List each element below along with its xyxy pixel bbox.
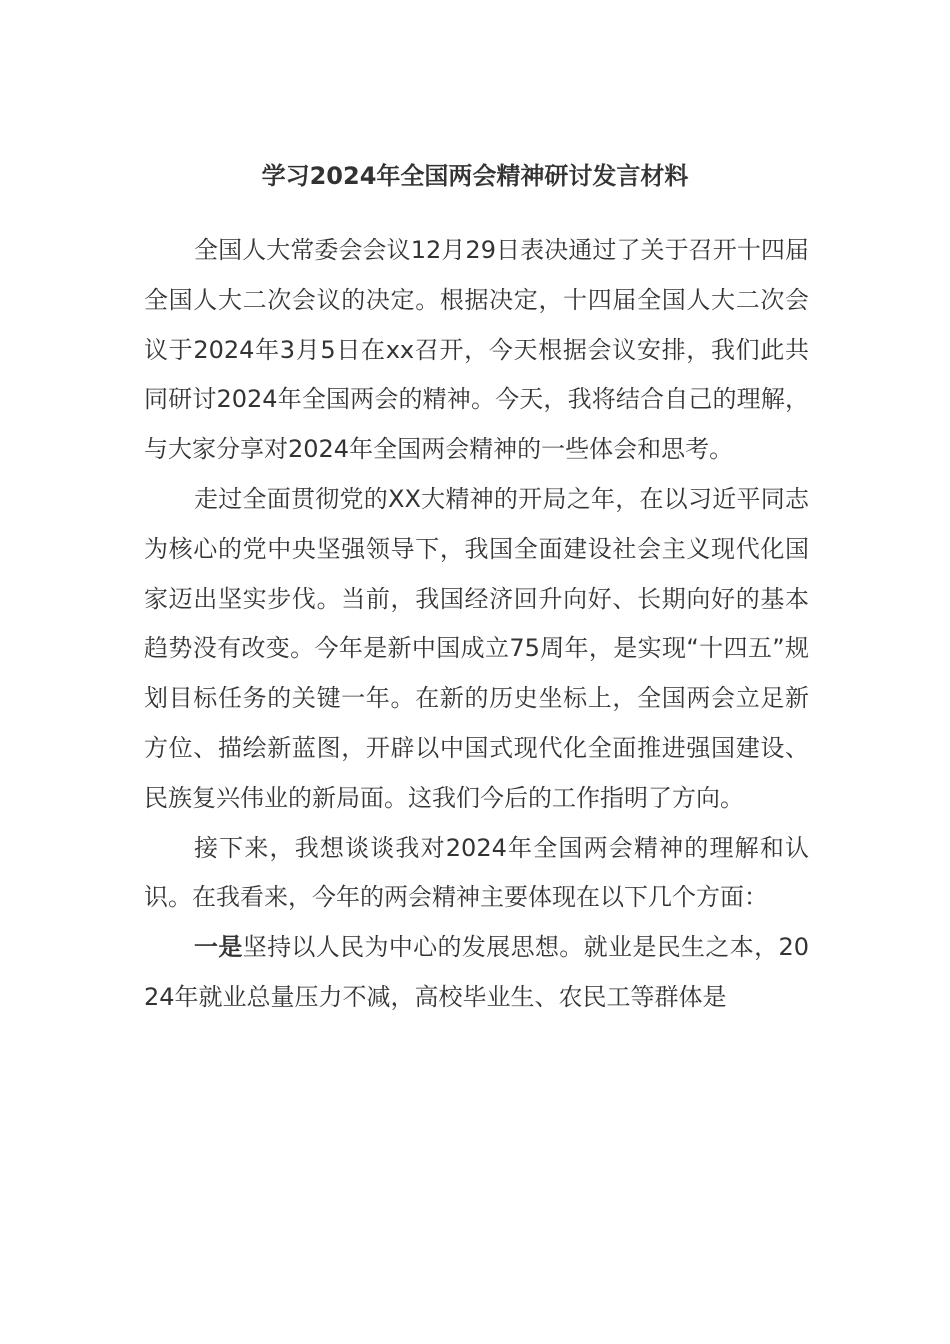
paragraph-2	[144, 475, 809, 824]
document-body	[144, 226, 809, 1023]
paragraph-1	[144, 226, 809, 475]
paragraph-4-text: 坚持以人民为中心的发展思想。就业是民生之本，2024年就业总量压力不减，高校毕业生、农民工等群体是	[144, 933, 810, 1011]
paragraph-1-text: 全国人大常委会会议12月29日表决通过了关于召开十四届全国人大二次会议的决定。根据决定，十四届全国人大二次会议于2024年3月5日在xx召开，今天根据会议安排，我们此共同研讨2024年全国两会的精神。今天，我将结合自己的理解，与大家分享对2024年全国两会精神的一些体会和思考。	[144, 236, 809, 464]
document-title: 学习2024年全国两会精神研讨发言材料	[261, 162, 689, 190]
paragraph-4	[144, 923, 809, 1023]
paragraph-3-text: 接下来，我想谈谈我对2024年全国两会精神的理解和认识。在我看来，今年的两会精神主要体现在以下几个方面：	[144, 833, 809, 912]
paragraph-2-text: 走过全面贯彻党的XX大精神的开局之年，在以习近平同志为核心的党中央坚强领导下，我国全面建设社会主义现代化国家迈出坚实步伐。当前，我国经济回升向好、长期向好的基本趋势没有改变。今年是新中国成立75周年，是实现“十四五”规划目标任务的关键一年。在新的历史坐标上，全国两会立足新方位、描绘新蓝图，开辟以中国式现代化全面推进强国建设、民族复兴伟业的新局面。这我们今后的工作指明了方向。	[144, 484, 809, 812]
paragraph-4-lead: 一是	[194, 933, 243, 962]
paragraph-3	[144, 824, 809, 924]
